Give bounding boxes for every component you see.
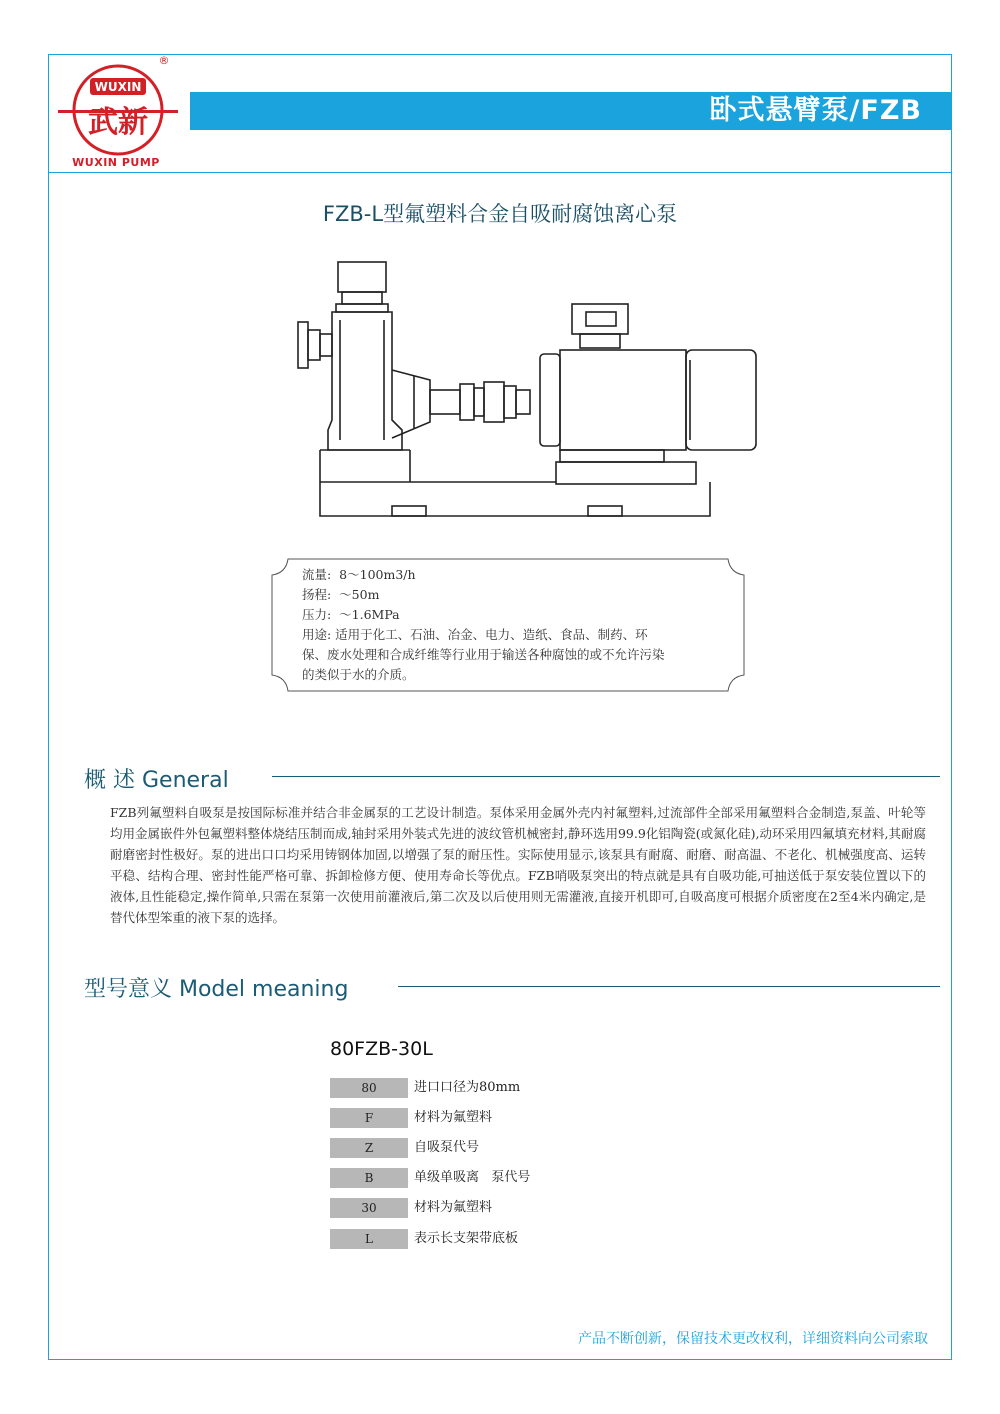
model-code: 80FZB-30L [330,1038,433,1060]
model-rule [398,986,940,987]
pump-drawing [290,250,770,525]
logo-text-top: WUXIN [94,80,142,94]
spec-usage-1: 用途: 适用于化工、石油、冶金、电力、造纸、食品、制药、环 [302,627,648,642]
model-key: B [330,1168,408,1188]
spec-usage-3: 的类似于水的介质。 [302,667,415,682]
general-text: FZB列氟塑料自吸泵是按国际标准并结合非金属泵的工艺设计制造。泵体采用金属外壳内衬氟塑料,过流部件全部采用氟塑料合金制造,泵盖、叶轮等均用金属嵌件外包氟塑料整体烧结压制而成,轴封采用外装式先进的波纹管机械密封,静环选用99.9化铝陶瓷(或氮化硅),动环采用四氟填充材料,其耐腐耐磨密封性极好。泵的进出口口均采用铸钢体加固,以增强了泵的耐压性。实际使用显示,该泵具有耐腐、耐磨、耐高温、不老化、机械强度高、运转平稳、结构合理、密封性能严格可靠、拆卸检修方便、使用寿命长等优点。FZB哨吸泵突出的特点就是具有自吸功能,可抽送低于泵安装位置以下的液体,且性能稳定,操作简单,只需在泵第一次使用前灌液后,第二次及以后使用则无需灌液,直接开机即可,自吸高度可根据介质密度在2至4米内确定,是替代体型笨重的液下泵的选择。 [110,805,926,925]
footer-note: 产品不断创新，保留技术更改权利，详细资料向公司索取 [578,1331,928,1347]
general-heading: 概 述 General [84,768,229,793]
model-key: 30 [330,1198,408,1218]
model-desc: 材料为氟塑料 [414,1110,493,1125]
model-key: 80 [330,1078,408,1098]
logo-text-bottom: WUXIN PUMP [72,156,160,169]
header-divider [48,172,952,173]
spec-usage-2: 保、废水处理和合成纤维等行业用于输送各种腐蚀的或不允许污染 [302,647,665,662]
spec-pressure: 压力: ～1.6MPa [302,607,400,622]
model-key: Z [330,1138,408,1158]
header-title: 卧式悬臂泵/FZB [709,95,922,126]
logo-text-cn: 武新 [88,105,148,140]
model-desc: 单级单吸离 泵代号 [414,1170,531,1185]
model-key: F [330,1108,408,1128]
wuxin-logo [56,50,180,172]
registered-mark: ® [158,54,170,67]
spec-list [302,565,732,685]
model-desc: 材料为氟塑料 [414,1200,493,1215]
model-desc: 进口口径为80mm [414,1080,521,1095]
model-heading: 型号意义 Model meaning [84,977,349,1002]
product-title: FZB-L型氟塑料合金自吸耐腐蚀离心泵 [322,202,678,226]
model-key: L [330,1229,408,1249]
model-desc: 表示长支架带底板 [414,1231,519,1246]
spec-head: 扬程: ～50m [302,587,380,602]
header-bar [190,92,952,130]
spec-flow: 流量: 8～100m3/h [302,567,416,582]
model-desc: 自吸泵代号 [414,1140,480,1155]
general-rule [272,776,940,777]
